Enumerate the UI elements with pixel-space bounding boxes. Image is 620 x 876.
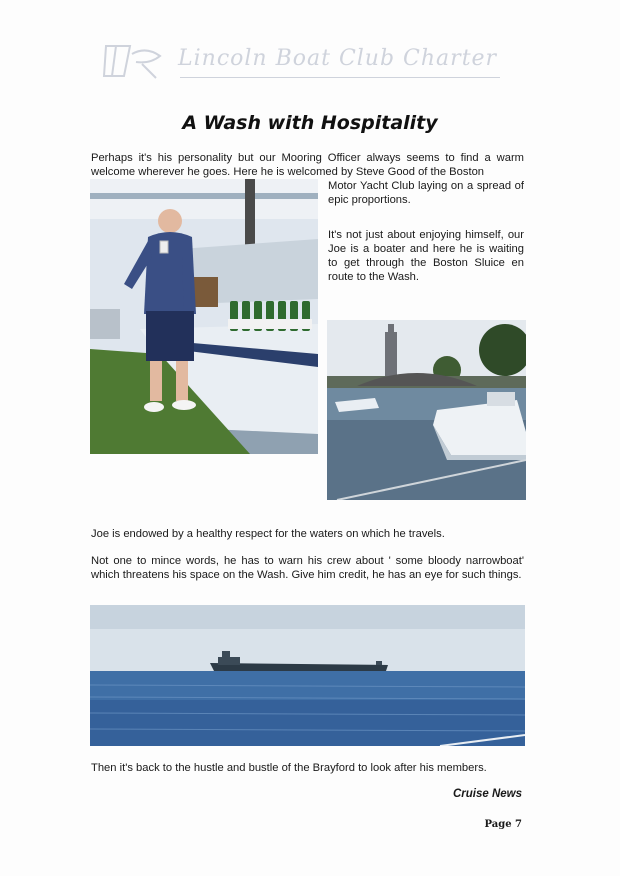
photo-ship-on-the-wash [90,605,525,746]
sluice-paragraph: It's not just about enjoying himself, our Joe is a boater and here he is waiting to get through the Boston Sluice en route to the Wash. [328,229,524,283]
photo-boston-sluice [327,320,526,500]
photo-joe-at-yacht-club [90,179,318,454]
section-label: Cruise News [452,788,522,800]
intro-paragraph-continued: Motor Yacht Club laying on a spread of epic proportions. [328,180,524,206]
respect-paragraph: Joe is endowed by a healthy respect for the waters on which he travels. [91,528,445,540]
article-title: A Wash with Hospitality [182,112,438,134]
narrowboat-paragraph: Not one to mince words, he has to warn his crew about ' some bloody narrowboat' which threatens his space on the Wash. Give him credit, he has an eye for such things. [91,555,524,581]
brayford-paragraph: Then it's back to the hustle and bustle of the Brayford to look after his members. [91,762,487,774]
intro-paragraph: Perhaps it's his personality but our Mooring Officer always seems to find a warm welcome wherever he goes. Here he is welcomed by Steve Good of the Boston [91,152,524,178]
masthead-rule [180,77,500,78]
club-masthead: Lincoln Boat Club Charter [178,46,498,71]
page-number: Page 7 [484,819,522,830]
